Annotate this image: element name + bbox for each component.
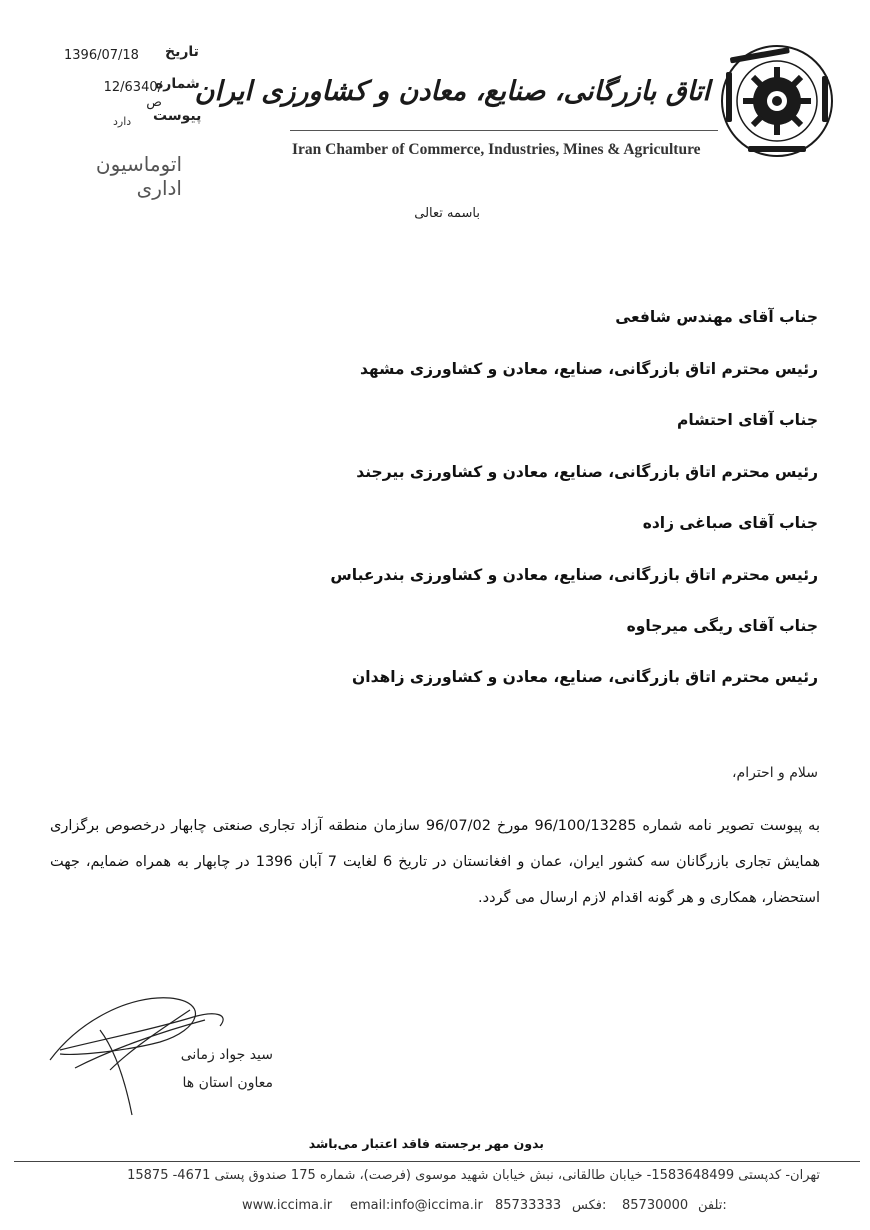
chamber-emblem-logo (718, 42, 836, 160)
organization-name-fa: اتاق بازرگانی، صنایع، معادن و کشاورزی ایران (194, 76, 710, 107)
number-value: 12/6340/ص (103, 80, 162, 110)
footer-divider (14, 1161, 860, 1162)
attachment-value: دارد (113, 115, 132, 128)
email-link[interactable]: email:info@iccima.ir (350, 1198, 483, 1213)
addressee-line: رئیس محترم اتاق بازرگانی، صنایع، معادن و کشاورزی بیرجند (356, 463, 818, 481)
phone-label: تلفن: (698, 1198, 727, 1213)
number-label: شماره (155, 76, 200, 92)
fax-number: 85733333 (495, 1198, 562, 1213)
fax-label: فکس: (572, 1198, 607, 1213)
addressee-line: جناب آقای ریگی میرجاوه (626, 617, 818, 635)
phone-number: 85730000 (622, 1198, 689, 1213)
greeting: سلام و احترام، (732, 765, 818, 781)
opening-phrase: باسمه تعالی (414, 206, 480, 221)
addressee-line: رئیس محترم اتاق بازرگانی، صنایع، معادن و کشاورزی بندرعباس (330, 566, 818, 584)
footer-address: تهران- کدپستی 1583648499- خیابان طالقانی، نبش خیابان شهید موسوی (فرصت)، شماره 175 صندوق پستی 4671- 15875 (127, 1168, 820, 1183)
signer-title: معاون استان ها (182, 1075, 273, 1091)
header-divider (290, 130, 718, 131)
addressee-line: رئیس محترم اتاق بازرگانی، صنایع، معادن و کشاورزی مشهد (359, 360, 818, 378)
automation-label: اتوماسیون اداری (95, 152, 182, 200)
addressee-line: جناب آقای صباغی زاده (642, 514, 818, 532)
website-link[interactable]: www.iccima.ir (242, 1198, 333, 1213)
validity-note: بدون مهر برجسته فاقد اعتبار می‌باشد (308, 1136, 544, 1151)
addressee-line: جناب آقای احتشام (677, 411, 818, 429)
addressee-line: جناب آقای مهندس شافعی (615, 308, 818, 326)
signer-name: سید جواد زمانی (180, 1047, 273, 1063)
date-label: تاریخ (165, 44, 199, 60)
attachment-label: پیوست (153, 108, 202, 124)
date-value: 1396/07/18 (64, 48, 139, 63)
addressee-line: رئیس محترم اتاق بازرگانی، صنایع، معادن و کشاورزی زاهدان (352, 668, 818, 686)
letter-body: به پیوست تصویر نامه شماره 96/100/13285 مورخ 96/07/02 سازمان منطقه آزاد تجاری صنعتی چابهار درخصوص برگزاری همایش تجاری بازرگانان سه کشور ایران، عمان و افغانستان در تاریخ 6 لغایت 7 آبان 1396 در چابهار به همراه ضمایم، جهت استحضار، همکاری و هر گونه اقدام لازم ارسال می گردد. (50, 818, 820, 906)
organization-name-en: Iran Chamber of Commerce, Industries, Mines & Agriculture (292, 141, 701, 158)
